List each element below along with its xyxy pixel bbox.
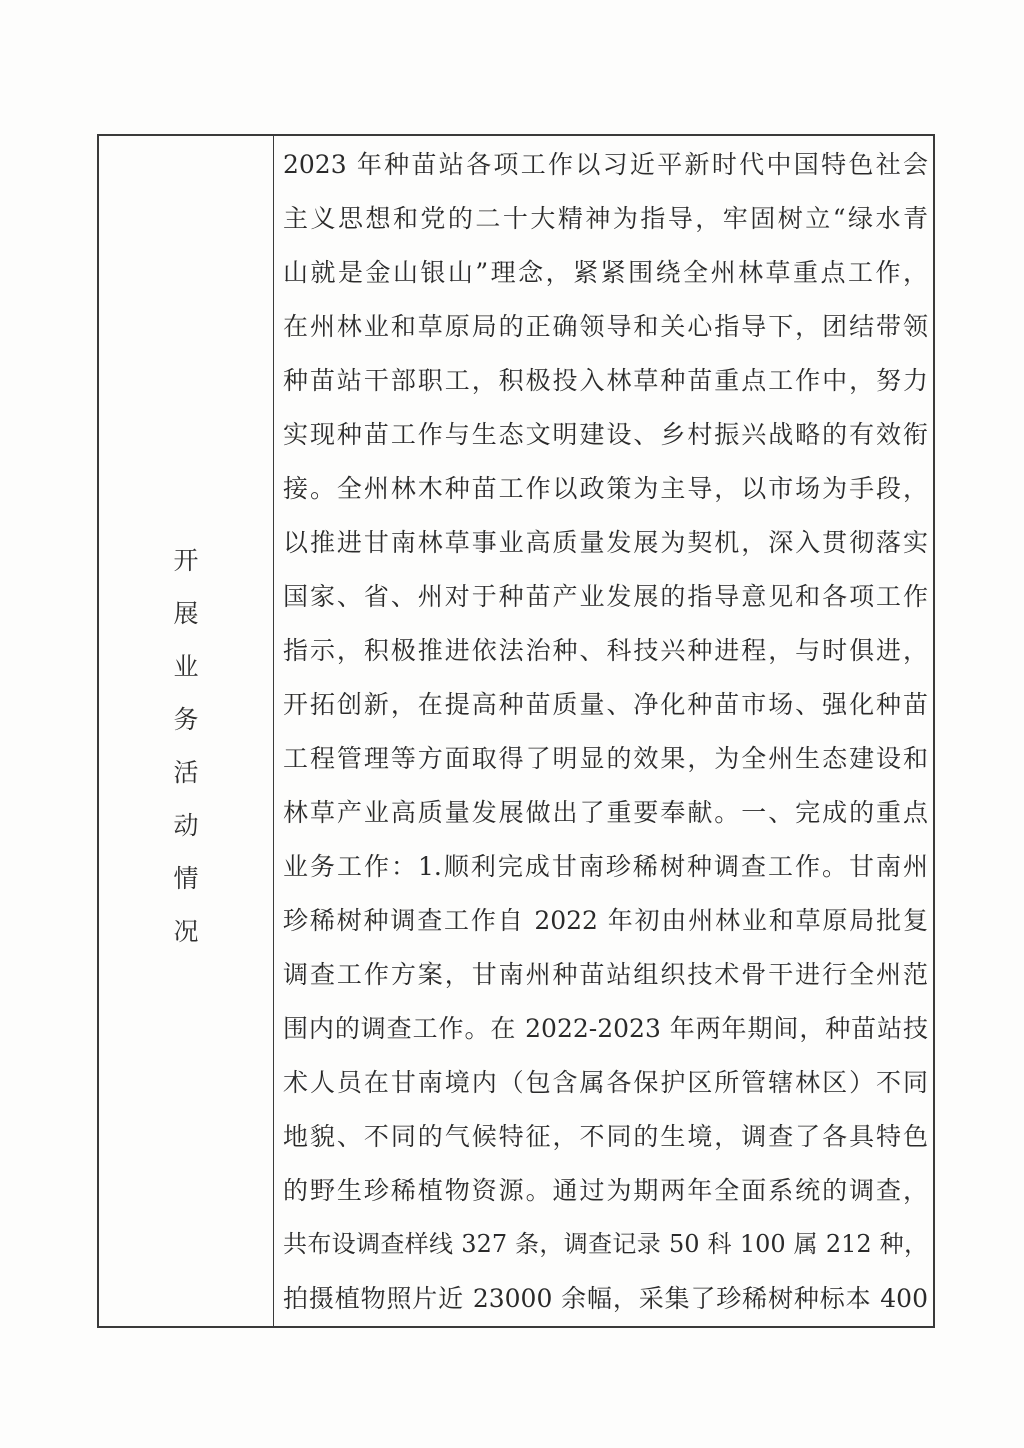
content-line: 主义思想和党的二十大精神为指导，牢固树立“绿水青 (283, 204, 928, 233)
content-line: 围内的调查工作。在 2022-2023 年两年期间，种苗站技 (283, 1014, 928, 1043)
content-line: 指示，积极推进依法治种、科技兴种进程，与时俱进， (283, 636, 928, 665)
label-char: 活 (173, 758, 199, 787)
label-char: 务 (173, 705, 199, 734)
label-cell (99, 136, 273, 1326)
content-cell (275, 136, 935, 1326)
form-table (97, 134, 935, 1328)
content-line: 接。全州林木种苗工作以政策为主导，以市场为手段， (283, 474, 928, 503)
content-line: 业务工作：1.顺利完成甘南珍稀树种调查工作。甘南州 (283, 852, 928, 881)
content-line: 术人员在甘南境内（包含属各保护区所管辖林区）不同 (283, 1068, 928, 1097)
content-line: 山就是金山银山”理念，紧紧围绕全州林草重点工作， (283, 258, 928, 287)
content-line: 国家、省、州对于种苗产业发展的指导意见和各项工作 (283, 582, 928, 611)
content-line: 开拓创新，在提高种苗质量、净化种苗市场、强化种苗 (283, 690, 928, 719)
label-char: 业 (173, 652, 199, 681)
content-line: 调查工作方案，甘南州种苗站组织技术骨干进行全州范 (283, 960, 928, 989)
content-line: 地貌、不同的气候特征，不同的生境，调查了各具特色 (283, 1122, 928, 1151)
content-line: 工程管理等方面取得了明显的效果，为全州生态建设和 (283, 744, 928, 773)
section-label (99, 534, 273, 958)
content-line: 珍稀树种调查工作自 2022 年初由州林业和草原局批复 (283, 906, 928, 935)
label-char: 展 (173, 599, 199, 628)
label-char: 况 (173, 917, 199, 946)
content-line: 以推进甘南林草事业高质量发展为契机，深入贯彻落实 (283, 528, 928, 557)
label-char: 情 (173, 864, 199, 893)
content-line: 2023 年种苗站各项工作以习近平新时代中国特色社会 (283, 150, 928, 179)
label-char: 开 (173, 546, 199, 575)
content-line: 在州林业和草原局的正确领导和关心指导下，团结带领 (283, 312, 928, 341)
content-line: 共布设调查样线 327 条，调查记录 50 科 100 属 212 种， (283, 1230, 928, 1258)
column-divider (273, 136, 274, 1326)
content-line: 实现种苗工作与生态文明建设、乡村振兴战略的有效衔 (283, 420, 928, 449)
content-line: 种苗站干部职工，积极投入林草种苗重点工作中，努力 (283, 366, 928, 395)
content-line: 的野生珍稀植物资源。通过为期两年全面系统的调查， (283, 1176, 928, 1205)
content-line: 拍摄植物照片近 23000 余幅，采集了珍稀树种标本 400 (283, 1284, 928, 1313)
label-char: 动 (173, 811, 199, 840)
content-line: 林草产业高质量发展做出了重要奉献。一、完成的重点 (283, 798, 928, 827)
